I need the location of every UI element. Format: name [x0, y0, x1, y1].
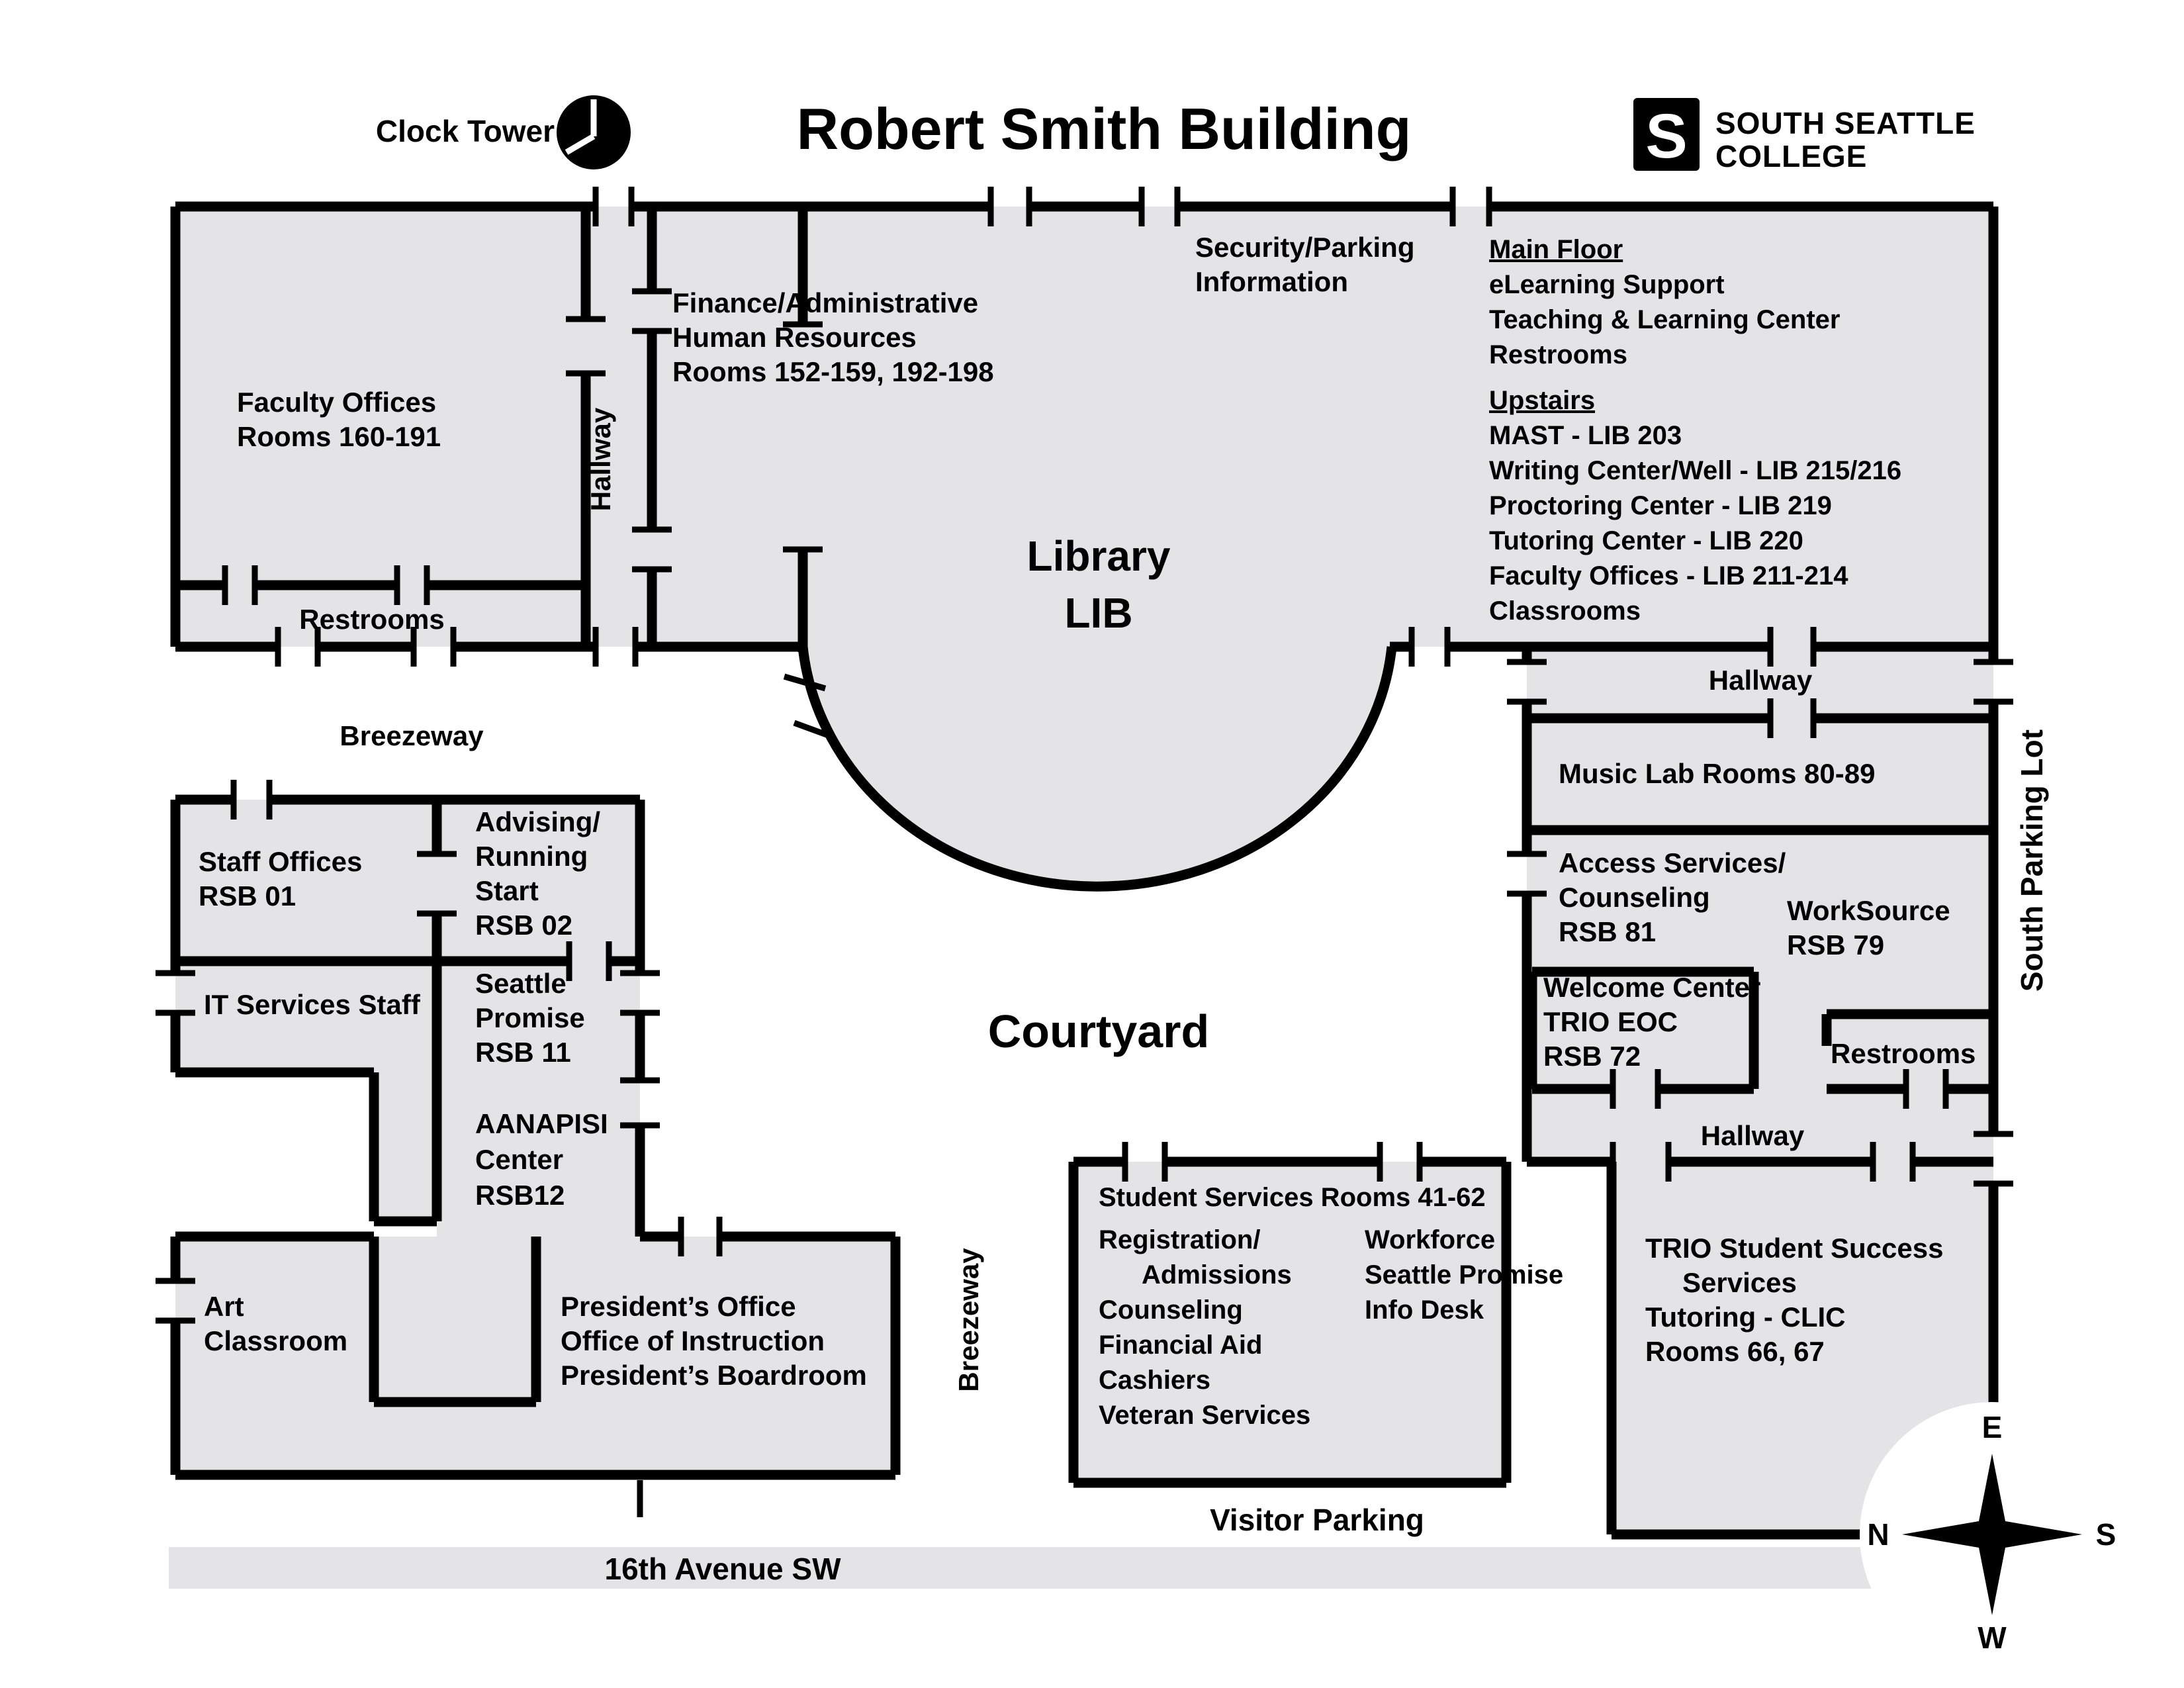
finance-label-1: Finance/Administrative — [672, 287, 979, 318]
upstairs-item-2: Proctoring Center - LIB 219 — [1489, 491, 1832, 520]
hallway-top-left-label: Hallway — [585, 407, 616, 512]
hallway-right-bottom-label: Hallway — [1700, 1120, 1805, 1151]
advising-label-3: Start — [475, 875, 539, 906]
access-services-label-1: Access Services/ — [1559, 847, 1786, 878]
faculty-offices-label-2: Rooms 160-191 — [237, 421, 441, 452]
south-parking-label: South Parking Lot — [2015, 729, 2049, 992]
compass-n: N — [1867, 1517, 1889, 1552]
student-services-col1-0: Registration/ — [1099, 1225, 1261, 1254]
seattle-promise-label-2: Promise — [475, 1002, 585, 1033]
student-services-col1-5: Veteran Services — [1099, 1401, 1311, 1430]
compass-w: W — [1978, 1620, 2007, 1655]
compass-s: S — [2095, 1517, 2116, 1552]
courtyard-label: Courtyard — [987, 1006, 1210, 1057]
advising-label-2: Running — [475, 841, 588, 872]
student-services-col2-2: Info Desk — [1365, 1295, 1484, 1325]
hallway-right-top-label: Hallway — [1708, 665, 1813, 696]
art-classroom-label-2: Classroom — [204, 1325, 348, 1356]
library-label-2: LIB — [1064, 589, 1133, 637]
library-rotunda-fill — [803, 647, 1392, 886]
compass-rose — [1860, 1402, 2124, 1667]
room-fills — [169, 207, 1993, 1589]
upstairs-item-4: Faculty Offices - LIB 211-214 — [1489, 561, 1848, 590]
college-name-line1: SOUTH SEATTLE — [1715, 106, 1976, 140]
aanapisi-label-1: AANAPISI — [475, 1108, 608, 1139]
student-services-col1-1: Admissions — [1142, 1260, 1292, 1289]
college-name-line2: COLLEGE — [1715, 139, 1868, 173]
library-label-1: Library — [1026, 532, 1171, 580]
worksource-label-1: WorkSource — [1787, 895, 1950, 926]
student-services-col1-4: Cashiers — [1099, 1366, 1210, 1395]
street-label: 16th Avenue SW — [604, 1552, 841, 1586]
main-floor-item-2: Restrooms — [1489, 340, 1627, 369]
finance-label-3: Rooms 152-159, 192-198 — [672, 356, 994, 387]
header — [376, 95, 1976, 173]
advising-label-1: Advising/ — [475, 806, 601, 837]
security-label-1: Security/Parking — [1195, 232, 1415, 263]
presidents-office-label-1: President’s Office — [561, 1291, 796, 1322]
breezeway-upper-label: Breezeway — [340, 720, 484, 751]
college-logo — [1633, 98, 1976, 173]
aanapisi-label-2: Center — [475, 1144, 564, 1175]
seattle-promise-label-1: Seattle — [475, 968, 567, 999]
art-classroom-label-1: Art — [204, 1291, 244, 1322]
student-services-col2-0: Workforce — [1365, 1225, 1496, 1254]
aanapisi-label-3: RSB12 — [475, 1180, 565, 1211]
advising-label-4: RSB 02 — [475, 910, 573, 941]
trio-label-3: Tutoring - CLIC — [1645, 1301, 1846, 1333]
breezeway-lower-label: Breezeway — [953, 1248, 984, 1392]
worksource-label-2: RSB 79 — [1787, 929, 1885, 961]
compass-e: E — [1981, 1410, 2003, 1444]
staff-offices-label-2: RSB 01 — [199, 880, 296, 912]
student-services-heading: Student Services Rooms 41-62 — [1099, 1183, 1486, 1212]
clock-icon — [557, 95, 631, 169]
welcome-center-label-2: TRIO EOC — [1543, 1006, 1678, 1037]
it-services-label: IT Services Staff — [204, 989, 420, 1020]
upstairs-item-0: MAST - LIB 203 — [1489, 421, 1682, 450]
upstairs-item-3: Tutoring Center - LIB 220 — [1489, 526, 1803, 555]
trio-label-1: TRIO Student Success — [1645, 1233, 1944, 1264]
visitor-parking-label: Visitor Parking — [1210, 1503, 1424, 1537]
student-services-col1-3: Financial Aid — [1099, 1331, 1263, 1360]
street-band — [169, 1547, 1923, 1589]
restrooms-right-label: Restrooms — [1831, 1038, 1976, 1069]
access-services-label-3: RSB 81 — [1559, 916, 1657, 947]
finance-label-2: Human Resources — [672, 322, 917, 353]
access-services-label-2: Counseling — [1559, 882, 1710, 913]
student-services-col1-2: Counseling — [1099, 1295, 1243, 1325]
trio-label-4: Rooms 66, 67 — [1645, 1336, 1825, 1367]
faculty-offices-label-1: Faculty Offices — [237, 387, 437, 418]
clock-tower-label: Clock Tower — [375, 114, 555, 148]
seattle-promise-label-3: RSB 11 — [475, 1037, 571, 1068]
presidents-office-label-2: Office of Instruction — [561, 1325, 825, 1356]
logo-letter: S — [1645, 101, 1688, 171]
music-lab-label: Music Lab Rooms 80-89 — [1559, 758, 1876, 789]
welcome-center-label-1: Welcome Center — [1543, 972, 1761, 1003]
restrooms-faculty-label: Restrooms — [299, 604, 445, 635]
page-title: Robert Smith Building — [796, 96, 1412, 162]
trio-label-2: Services — [1682, 1267, 1797, 1298]
welcome-center-label-3: RSB 72 — [1543, 1041, 1641, 1072]
staff-offices-label-1: Staff Offices — [199, 846, 363, 877]
student-services-col2-1: Seattle Promise — [1365, 1260, 1564, 1289]
upstairs-item-5: Classrooms — [1489, 596, 1641, 626]
main-floor-heading: Main Floor — [1489, 235, 1623, 264]
upstairs-heading: Upstairs — [1489, 386, 1596, 415]
upstairs-item-1: Writing Center/Well - LIB 215/216 — [1489, 456, 1902, 485]
channel-fill — [374, 1072, 437, 1221]
security-label-2: Information — [1195, 266, 1348, 297]
main-floor-item-1: Teaching & Learning Center — [1489, 305, 1841, 334]
main-floor-item-0: eLearning Support — [1489, 270, 1725, 299]
presidents-office-label-3: President’s Boardroom — [561, 1360, 867, 1391]
